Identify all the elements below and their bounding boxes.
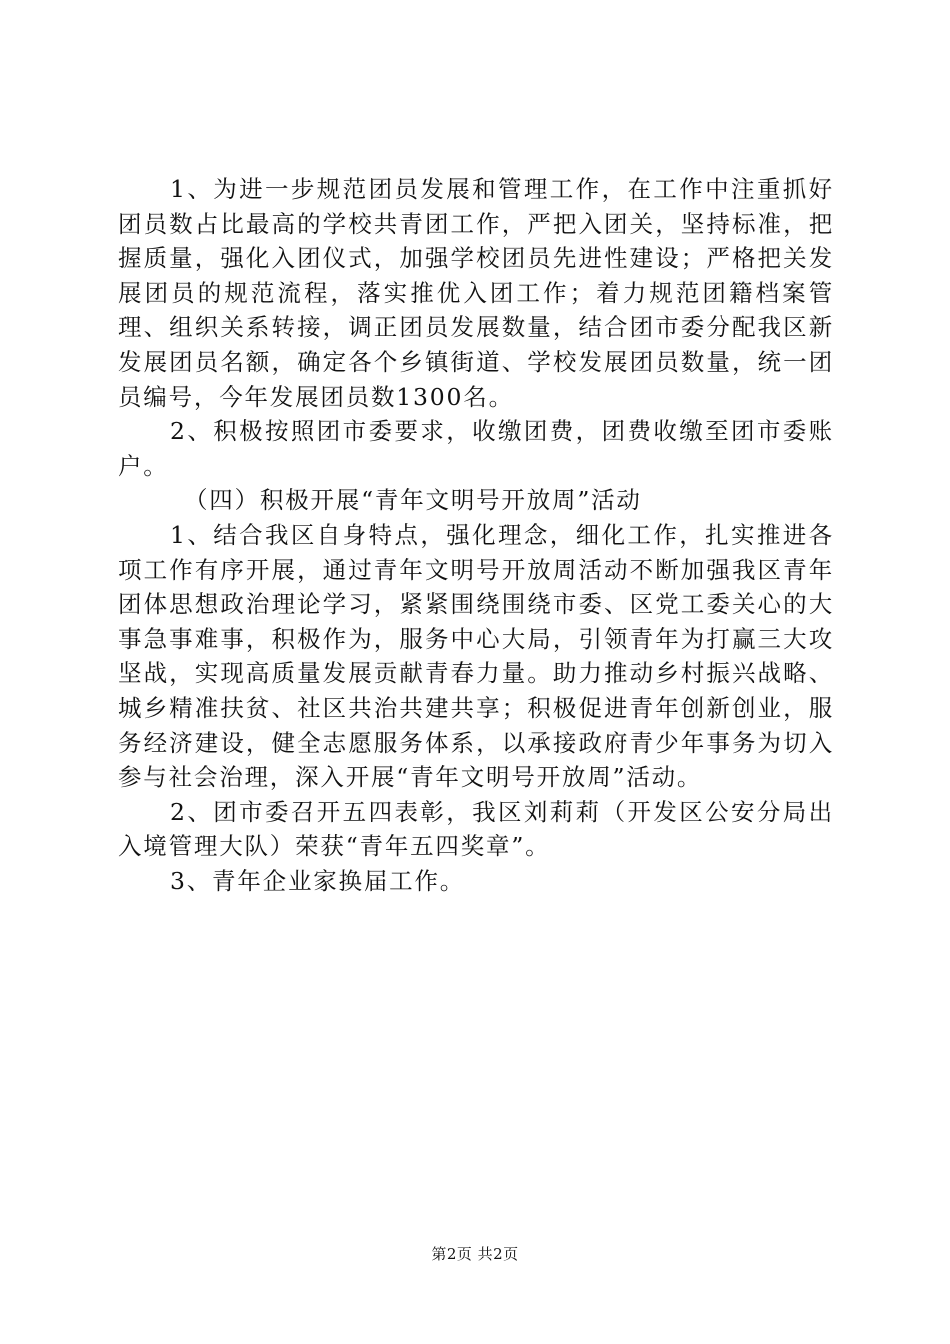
paragraph-entrepreneurs: 3、青年企业家换届工作。 <box>170 866 466 895</box>
section-heading-open-week: （四）积极开展“青年文明号开放周”活动 <box>184 486 642 515</box>
paragraph-award: 2、团市委召开五四表彰，我区刘莉莉（开发区公安分局出入境管理大队）荣获“青年五四奖章”。 <box>118 797 834 861</box>
paragraph-recruitment: 1、为进一步规范团员发展和管理工作，在工作中注重抓好团员数占比最高的学校共青团工作，严把入团关，坚持标准，把握质量，强化入团仪式，加强学校团员先进性建设；严格把关发展团员的规范流程，落实推优入团工作；着力规范团籍档案管理、组织关系转接，调正团员发展数量，结合团市委分配我区新发展团员名额，确定各个乡镇街道、学校发展团员数量，统一团员编号，今年发展团员数1300名。 <box>118 175 834 411</box>
paragraph-dues: 2、积极按照团市委要求，收缴团费，团费收缴至团市委账户。 <box>118 417 834 480</box>
page-footer: 第2页 共2页 <box>431 1245 519 1263</box>
document-body <box>118 172 834 898</box>
paragraph-open-week: 1、结合我区自身特点，强化理念，细化工作，扎实推进各项工作有序开展，通过青年文明号开放周活动不断加强我区青年团体思想政治理论学习，紧紧围绕围绕市委、区党工委关心的大事急事难事，积极作为，服务中心大局，引领青年为打赢三大攻坚战，实现高质量发展贡献青春力量。助力推动乡村振兴战略、城乡精准扶贫、社区共治共建共享；积极促进青年创新创业，服务经济建设，健全志愿服务体系，以承接政府青少年事务为切入参与社会治理，深入开展“青年文明号开放周”活动。 <box>118 520 834 792</box>
